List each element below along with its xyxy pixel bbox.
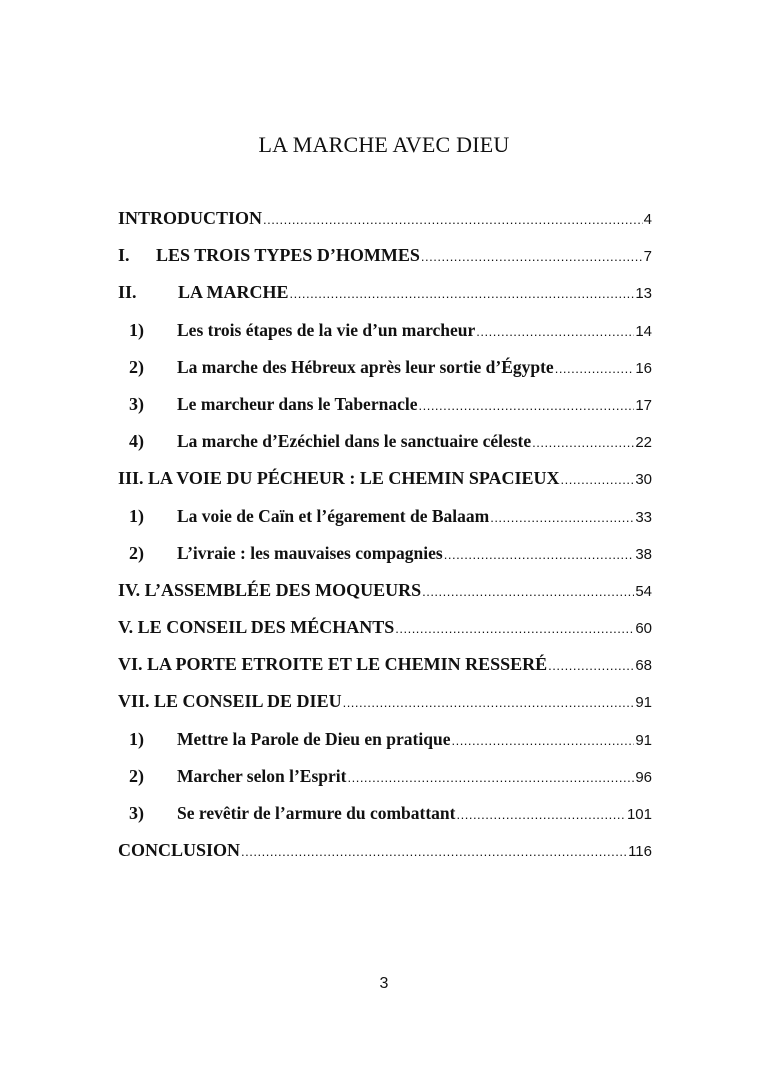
toc-entry-number: 3): [129, 803, 144, 823]
toc-leader-dots: [444, 547, 635, 562]
toc-entry-label: La marche d’Ezéchiel dans le sanctuaire céleste: [177, 431, 532, 452]
toc-entry-label: IV. L’ASSEMBLÉE DES MOQUEURS: [118, 579, 422, 600]
toc-entry-number: 1): [129, 505, 144, 526]
toc-entry-page: 30: [635, 471, 652, 489]
toc-entry-page: 14: [635, 322, 652, 340]
toc-entry-page: 101: [626, 806, 652, 823]
toc-entry-marche-hebreux[interactable]: [118, 357, 652, 394]
toc-entry-label: CONCLUSION: [118, 840, 241, 861]
toc-entry-voie-pecheur[interactable]: [118, 468, 652, 505]
toc-entry-page: 91: [635, 694, 652, 712]
toc-entry-page: 22: [635, 434, 652, 452]
toc-entry-assemblee-moqueurs[interactable]: [118, 580, 652, 617]
table-of-contents: [118, 208, 652, 877]
toc-entry-conclusion[interactable]: [118, 840, 652, 877]
toc-entry-number: 2): [129, 765, 144, 786]
toc-leader-dots: [347, 770, 634, 785]
toc-entry-armure-combattant[interactable]: [118, 803, 652, 840]
toc-leader-dots: [490, 510, 634, 525]
toc-entry-label: V. LE CONSEIL DES MÉCHANTS: [118, 617, 395, 638]
toc-entry-selon-esprit[interactable]: [118, 766, 652, 803]
toc-leader-dots: [457, 807, 626, 822]
toc-entry-number: 3): [129, 393, 144, 414]
toc-entry-page: 60: [635, 620, 652, 638]
toc-leader-dots: [421, 249, 643, 264]
toc-entry-page: 7: [643, 248, 652, 266]
toc-entry-label: INTRODUCTION: [118, 208, 263, 228]
toc-entry-page: 17: [635, 396, 652, 414]
toc-entry-label: VI. LA PORTE ETROITE ET LE CHEMIN RESSERÉ: [118, 654, 548, 675]
toc-entry-ezechiel[interactable]: [118, 431, 652, 468]
toc-entry-number: 2): [129, 356, 144, 377]
toc-entry-label: Le marcheur dans le Tabernacle: [177, 393, 418, 414]
toc-entry-ivraie[interactable]: [118, 543, 652, 580]
toc-leader-dots: [263, 212, 643, 227]
toc-entry-page: 116: [628, 843, 652, 861]
toc-entry-trois-types[interactable]: [118, 245, 652, 282]
toc-entry-conseil-mechants[interactable]: [118, 617, 652, 654]
toc-entry-label: L’ivraie : les mauvaises compagnies: [177, 542, 443, 563]
toc-entry-label: Mettre la Parole de Dieu en pratique: [177, 728, 451, 749]
toc-entry-page: 33: [635, 508, 652, 526]
toc-entry-page: 91: [635, 731, 652, 749]
toc-entry-number: 1): [129, 728, 144, 749]
toc-entry-label: La voie de Caïn et l’égarement de Balaam: [177, 505, 490, 526]
toc-entry-label: LA MARCHE: [178, 282, 289, 303]
toc-leader-dots: [422, 584, 634, 599]
toc-entry-parole-pratique[interactable]: [118, 729, 652, 766]
toc-entry-page: 68: [635, 657, 652, 675]
toc-entry-number: 4): [129, 431, 144, 452]
toc-entry-page: 38: [635, 545, 652, 563]
toc-leader-dots: [476, 324, 634, 339]
toc-entry-porte-etroite[interactable]: [118, 654, 652, 691]
toc-entry-trois-etapes[interactable]: [118, 320, 652, 357]
toc-entry-la-marche[interactable]: [118, 282, 652, 319]
toc-entry-page: 4: [643, 211, 652, 228]
toc-entry-label: La marche des Hébreux après leur sortie d’Égypte: [177, 356, 554, 377]
toc-entry-label: LES TROIS TYPES D’HOMMES: [156, 245, 420, 266]
toc-entry-number: II.: [118, 282, 137, 303]
toc-entry-label: VII. LE CONSEIL DE DIEU: [118, 691, 342, 712]
toc-entry-label: Marcher selon l’Esprit: [177, 765, 347, 786]
toc-entry-conseil-dieu[interactable]: [118, 691, 652, 728]
page-number: 3: [379, 975, 389, 992]
toc-leader-dots: [555, 361, 635, 376]
toc-leader-dots: [290, 286, 635, 301]
toc-leader-dots: [343, 695, 635, 710]
toc-entry-number: 2): [129, 542, 144, 563]
toc-entry-tabernacle[interactable]: [118, 394, 652, 431]
toc-entry-page: 16: [635, 359, 652, 377]
toc-entry-introduction[interactable]: [118, 208, 652, 245]
toc-entry-label: Se revêtir de l’armure du combattant: [177, 803, 456, 823]
toc-entry-number: 1): [129, 319, 144, 340]
toc-entry-label: III. LA VOIE DU PÉCHEUR : LE CHEMIN SPACIEUX: [118, 468, 560, 489]
toc-entry-number: I.: [118, 245, 130, 266]
toc-entry-page: 96: [635, 768, 652, 786]
toc-leader-dots: [241, 844, 627, 859]
toc-entry-page: 13: [635, 285, 652, 303]
toc-leader-dots: [418, 398, 634, 413]
toc-leader-dots: [451, 733, 634, 748]
toc-entry-label: Les trois étapes de la vie d’un marcheur: [177, 319, 476, 340]
toc-entry-cain-balaam[interactable]: [118, 506, 652, 543]
document-title: LA MARCHE AVEC DIEU: [258, 132, 510, 157]
toc-leader-dots: [548, 658, 634, 673]
toc-leader-dots: [395, 621, 634, 636]
toc-leader-dots: [561, 472, 635, 487]
toc-leader-dots: [532, 435, 634, 450]
toc-entry-page: 54: [635, 582, 652, 600]
